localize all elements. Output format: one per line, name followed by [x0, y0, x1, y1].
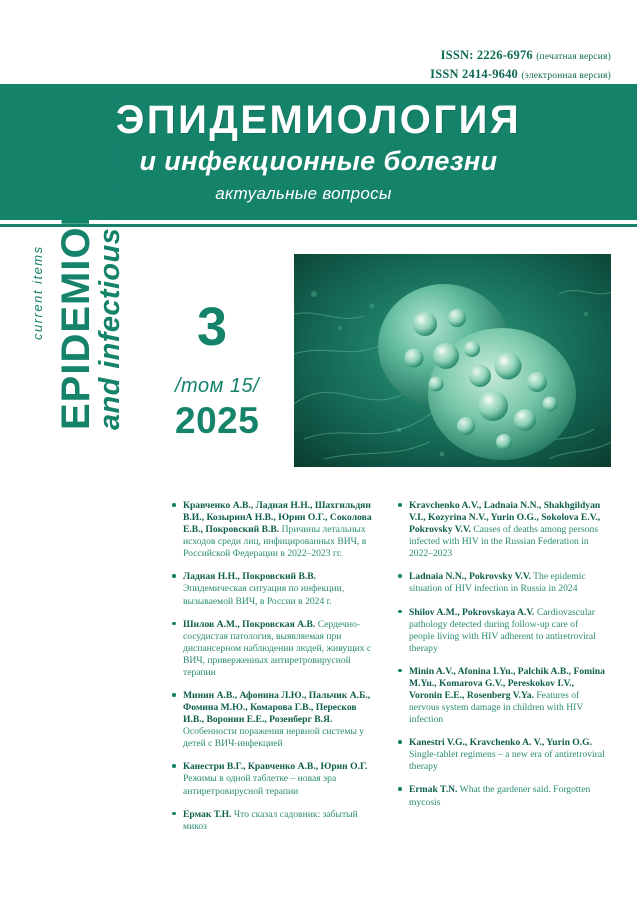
contents-item-authors: Kravchenko A.V., Ladnaia N.N., Shakhgildyan V.I., Kozyrina N.V., Yurin O.G., Sokolova E.V., Pokrovsky V.V.: [409, 500, 601, 536]
contents-item-title: Сердечно-сосудистая патология, выявляемая при диспансерном наблюдении людей, живущих с ВИЧ, приверженных антиретровирусной терапии: [183, 618, 372, 678]
issue-number: 3: [197, 297, 229, 357]
contents-item[interactable]: [398, 737, 606, 773]
contents-column-english: [398, 500, 606, 844]
contents-item[interactable]: [172, 809, 380, 833]
contents-item-title: Режимы в одной таблетке – новая эра антиретровирусной терапии: [183, 773, 337, 797]
contents-item-title: Cardiovascular pathology detected during follow-up care of people living with HIV adherent to antiretroviral therapy: [409, 606, 596, 654]
contents-item-authors: Ермак Т.Н.: [183, 808, 232, 820]
contents-item-authors: Канестри В.Г., Кравченко А.В., Юрин О.Г.: [183, 761, 368, 773]
contents-item-title: What the gardener said. Forgotten mycosis: [409, 784, 591, 808]
contents-item-authors: Ладная Н.Н., Покровский В.В.: [183, 571, 317, 583]
issn-online: ISSN 2414-9640: [430, 66, 519, 81]
bullet-icon: [398, 503, 402, 507]
contents-item[interactable]: [398, 784, 606, 808]
journal-title-english-line1: EPIDEMIOLOGY: [54, 109, 98, 430]
contents-item-title: Causes of deaths among persons infected with HIV in the Russian Federation in 2022–2023: [409, 524, 599, 560]
bullet-icon: [172, 812, 176, 816]
issn-print-line: [430, 46, 611, 65]
current-items-label: current items: [30, 245, 45, 340]
contents-item[interactable]: [398, 666, 606, 726]
contents-item-authors: Кравченко А.В., Ладная Н.Н., Шахгильдян В.И., КозыринА Н.В., Юрин О.Г., Соколова Е.В., Покровский В.В.: [183, 500, 372, 536]
contents-item-authors: Шилов А.М., Покровская А.В.: [183, 618, 316, 630]
contents-item-title: Особенности поражения нервной системы у детей с ВИЧ-инфекцией: [183, 726, 365, 750]
contents-item-title: Причины летальных исходов среди лиц, инфицированных ВИЧ, в Российской Федерации в 2022–2023 гг.: [183, 524, 367, 560]
contents-item-authors: Minin A.V., Afonina I.Yu., Palchik A.B., Fomina M.Yu., Komarova G.V., Pereskokov I.V., Voronin E.E., Rosenberg V.Ya.: [409, 665, 605, 702]
bullet-icon: [398, 740, 402, 744]
journal-title-main: ЭПИДЕМИОЛОГИЯ: [115, 98, 522, 142]
contents-item-title: Features of nervous system damage in children with HIV infection: [409, 690, 584, 726]
bullet-icon: [172, 574, 176, 578]
contents-item-authors: Ladnaia N.N., Pokrovsky V.V.: [409, 571, 531, 583]
contents-item[interactable]: [172, 571, 380, 607]
contents-item[interactable]: [172, 761, 380, 797]
contents-item-authors: Минин А.В., Афонина Л.Ю., Пальчик А.Б., Фомина М.Ю., Комарова Г.В., Пересков И.В., Воронин Е.Е., Розенберг В.Я.: [183, 690, 371, 726]
contents-item-title: Что сказал садовник: забытый микоз: [183, 808, 358, 832]
journal-title-tagline: актуальные вопросы: [215, 184, 392, 203]
contents-item-authors: Ermak T.N.: [409, 784, 458, 796]
bullet-icon: [172, 693, 176, 697]
issn-online-note: (электронная версия): [521, 70, 611, 81]
issn-block: [430, 46, 611, 84]
issn-print-note: (печатная версия): [536, 52, 611, 62]
bullet-icon: [398, 574, 402, 578]
journal-title-sub: и инфекционные болезни: [139, 146, 498, 176]
bullet-icon: [172, 764, 176, 768]
bullet-icon: [172, 622, 176, 626]
contents-item-title: Single-tablet regimens – a new era of antiretroviral therapy: [409, 749, 605, 773]
contents-item[interactable]: [398, 607, 606, 655]
contents-item-title: Эпидемическая ситуация по инфекции, вызываемой ВИЧ, в России в 2024 г.: [183, 583, 345, 607]
contents-item-authors: Shilov A.M., Pokrovskaya A.V.: [409, 606, 535, 618]
issue-volume: /том 15/: [175, 375, 260, 397]
contents-column-russian: [172, 500, 380, 844]
contents-item[interactable]: [172, 619, 380, 679]
issue-info: [175, 297, 260, 441]
bullet-icon: [398, 610, 402, 614]
contents-item-authors: Kanestri V.G., Kravchenko A. V., Yurin O.G.: [409, 737, 593, 749]
journal-title-english-line2: and infectious diseases: [94, 93, 126, 430]
issue-year: 2025: [175, 400, 260, 441]
contents-item[interactable]: [172, 500, 380, 560]
bullet-icon: [172, 503, 176, 507]
bullet-icon: [398, 669, 402, 673]
contents-item[interactable]: [398, 500, 606, 560]
issn-online-line: [430, 65, 611, 84]
issn-print: ISSN: 2226-6976: [440, 48, 533, 62]
cover-photo: [294, 254, 611, 467]
bullet-icon: [398, 787, 402, 791]
contents-item-title: The epidemic situation of HIV infection in Russia in 2024: [409, 571, 586, 595]
contents-item[interactable]: [398, 571, 606, 595]
contents-list: [172, 500, 620, 844]
contents-item[interactable]: [172, 690, 380, 750]
